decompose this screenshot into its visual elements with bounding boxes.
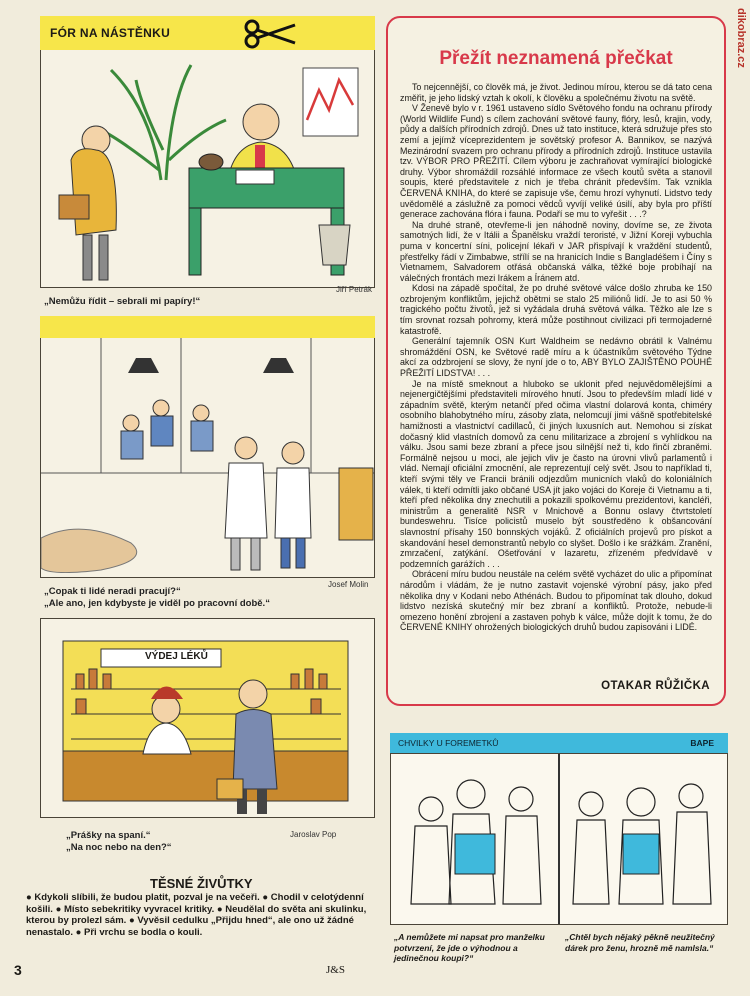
article-body [400, 82, 712, 670]
article-paragraph: Obrácení míru budou neustále na celém světě vycházet do ulic a připomínat národům i vládám, že je nutno zastavit vojenské výrobní pásy, jako před několika dny v Kodani nebo Athénách. Budou to připomínat tak dlouho, dokud lidstvo nezíská skutečný mír bez zbraní a konfliktů. Protože, nebude-li omezeno honění zbrojení a zastaven pohyb k válce, může dojít k tomu, že do ČERVENÉ KNIHY ohrožených biologických druhů budou zapisováni i LIDÉ. [400, 569, 712, 633]
panel3-caption-2: „Na noc nebo na den?“ [66, 842, 172, 853]
bottom-title: TĚSNÉ ŽIVŮTKY [150, 876, 253, 891]
article-paragraph: Je na místě smeknout a hluboko se uklonit před nejuvědomělejšími a nejenergičtějšími představiteli mírového hnutí. Jsou to především mladí lidé v západním světě, kterým netančí před očima vlastní dolarová konta, chiméry osobního blahobytného míru, zásoby zlata, nelomcují jimi vášně spotřebitelské hamižnosti a vlastnictví cadillaců, či jiných luxusních aut. Nemohou si získat dočasný klid vlastních domovů za cenu militarizace a zbrojení s vyhlídkou na válku. Jsou sami beze zbraní a přece jsou silnější než ti, kdo řinčí zbraněmi. Formálně nejsou u moci, ale jejich vliv je často na úrovni vlivů parlamentů i vlád. Nemají oficiální zmocnění, ale reprezentují celý svět. Jsou to například ti, kteří svými těly ve Francii bránili odjezdům municních vlaků do koloniálních válek, ti kteří odmítli jako občané USA jít jako vojáci do Koreje či Vietnamu a ti, kteří před několika dny znechutili a pokazili spolkovému prezidentovi, kancléři, ministrům a generalitě NSR v Mnichově a Bonnu oslavy čtvrtstoletí bundeswehru. Tisíce policistů muselo být soustředěno k obšancování slavnostní přísahy 150 bonnských vojáků. Z oficiálních projevů pro pískot a skandování hesel demonstrantů nebylo co slyšet. Došlo i ke srážkám. Zranění, zmrzačení, zatýkání. Ošetřování v lazaretu, zřízeném předvídavě v podzemních garážích . . . [400, 378, 712, 569]
bottom-text: ● Kdykoli slíbili, že budou platit, pozval je na večeři. ● Chodil v celotýdenní košili. ● Místo sebekritiky vyvracel kritiky. ● Neudělal do světa ani skulinku, kterou by prolezl sám. ● Vyvěsil cedulku „Přijdu hned“, ale ono už žádné nenastalo. ● Při vrchu se bodla o kouli. [26, 892, 367, 938]
panel1-credit: Jiří Petrák [336, 285, 373, 294]
factory-cartoon-drawing [41, 338, 375, 578]
article-paragraph: Kdosi na západě spočítal, že po druhé světové válce došlo zhruba ke 150 ozbrojeným konfliktům, jejichž obětmi se stalo 25 miliónů lidí. Je to asi 50 % tragického počtu životů, jež si vyžádala druhá světová válka. Těžko ale lze s tím srovnat rozsah pohromy, která může postihnout civilizaci při termojaderné katastrofě. [400, 283, 712, 336]
page-number: 3 [14, 962, 22, 978]
cyan-caption-right: „Chtěl bych nějaký pěkně neužitečný dárek pro ženu, hrozně mě namlsla.“ [565, 932, 715, 953]
shop-cartoons-drawing [391, 754, 728, 925]
panel2-credit: Josef Molin [328, 580, 369, 589]
panel3-cartoon [40, 618, 375, 818]
panel1-caption: „Nemůžu řídit – sebrali mi papíry!“ [44, 296, 201, 307]
panel3-credit: Jaroslav Pop [290, 830, 337, 839]
cyan-panel-header [390, 733, 728, 753]
article-box [386, 16, 726, 706]
pharmacy-cartoon-drawing [41, 619, 375, 818]
panel3-caption-1: „Prášky na spaní.“ [66, 830, 151, 841]
panel1-header-bar [40, 16, 375, 50]
cyan-panel-header-left: CHVILKY U FOREMETKŮ [398, 738, 499, 748]
article-paragraph: Generální tajemník OSN Kurt Waldheim se nedávno obrátil k Valnému shromáždění OSN, ke Světové radě míru a k účastníkům světového Týdne akcí za odzbrojení se slovy, že nyní jde o to, ABY BYLO ZAJIŠTĚNO POUHÉ PŘEŽITÍ LIDSTVA! . . . [400, 336, 712, 379]
watermark-text: dikobraz.cz [735, 8, 747, 68]
pharmacy-sign: VÝDEJ LÉKŮ [145, 651, 208, 662]
article-author: OTAKAR RŮŽIČKA [601, 680, 710, 692]
panel1-header: FÓR NA NÁSTĚNKU [50, 26, 171, 40]
site-watermark [735, 6, 749, 126]
article-paragraph: V Ženevě bylo v r. 1961 ustaveno sídlo Světového fondu na ochranu přírody (World Wildlife Fund) s cílem zachování světové fauny, flóry, lesů, krajin, vody, půdy a dalších přírodních zdrojů. Dnes už tato instituce, která sdružuje přes sto zemí a jejímž víceprezidentem je sovětský profesor A. Bannikov, se nazývá Mezinárodní svazem pro ochranu přírody a přírodních zdrojů. Instituce ustavila tzv. VÝBOR PRO PŘEŽITÍ. Cílem výboru je zachraňovat vymírající biologické druhy. Výbor shromáždil rozsáhlé informace ze všech koutů světa a stanovil soupis, které představitele z nich je třeba chránit především. Tak vznikla ČERVENÁ KNIHA, do které se zapisuje vše, čemu hrozí vyhynutí. Lidstvo tedy uvědomělé a záslužně za pomoci vědců vyvíjí veliké úsilí, aby byla pro příští generace zachována flóra i fauna. Podaří se mu to vyřešit . . .? [400, 103, 712, 220]
panel2-caption-1: „Copak ti lidé neradi pracují?“ [44, 586, 181, 597]
article-paragraph: To nejcennější, co člověk má, je život. Jedinou mírou, kterou se dá tato cena změřit, je jeho lidský vztah k okolí, k člověku a společnému životu na světě. [400, 82, 712, 103]
scissors-icon [240, 19, 300, 49]
article-paragraph: Na druhé straně, otevřeme-li jen náhodně noviny, dovíme se, ze života samotných lidí, že v Itálii a Španělsku vraždí teroristé, v Jižní Koreji vybuchla puma v koncertní síni, policejní lékaři v JAR přispívají k vraždění studentů, přestřelky řádí v Zimbabwe, střílí se na hranicích Indie s Bangladéšem i Číny s Vietnamem, Salvadorem otřásá občanská válka, těžké boje probíhají na válečných frontách mezi Irákem a Íránem atd. [400, 219, 712, 283]
panel2-cartoon [40, 338, 375, 578]
cyan-caption-left: „A nemůžete mi napsat pro manželku potvrzení, že jde o výhodnou a jedinečnou koupi?“ [394, 932, 545, 963]
desk-cartoon-drawing [41, 50, 375, 288]
article-title: Přežít neznamená přečkat [439, 48, 673, 69]
panel2-header-bar [40, 316, 375, 338]
panel1-cartoon [40, 50, 375, 288]
panel2-caption-2: „Ale ano, jen kdybyste je viděl po pracovní době.“ [44, 598, 270, 609]
cyan-panel-cartoons [390, 753, 728, 925]
cyan-panel-header-right: BAPE [690, 738, 714, 748]
publisher-mark: J&S [326, 964, 345, 976]
